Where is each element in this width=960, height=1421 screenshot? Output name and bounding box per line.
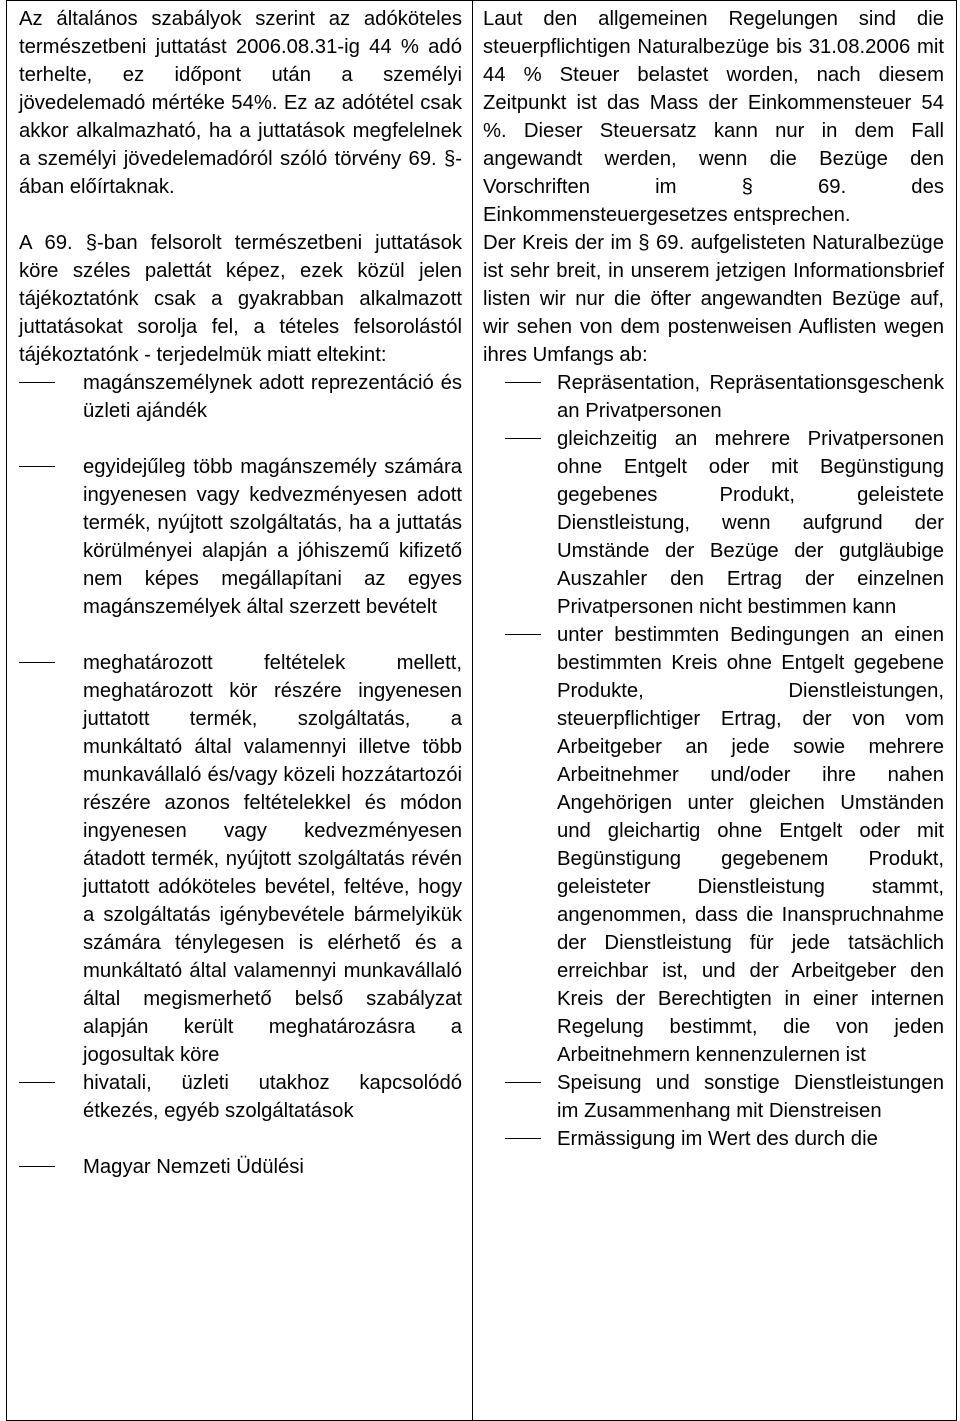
list-item-text: gleichzeitig an mehrere Privatpersonen ohne Entgelt oder mit Begünstigung gegebenes Produkt, geleistete Dienstleistung, wenn aufgrund der Umstände der Bezüge der gutgläubige Auszahler den Ertrag der einzelnen Privatpersonen nicht bestimmen kann xyxy=(557,428,944,618)
list-item xyxy=(19,649,462,1069)
intro-paragraph: Az általános szabályok szerint az adóköteles természetbeni juttatást 2006.08.31-ig 44 % adó terhelte, ez időpont után a személyi jövedelemadó mértéke 54%. Ez az adótétel csak akkor alkalmazható, ha a juttatások megfelelnek a személyi jövedelemadóról szóló törvény 69. §-ában előírtaknak. xyxy=(19,8,462,198)
list-item-text: Repräsentation, Repräsentationsgeschenk an Privatpersonen xyxy=(557,372,944,422)
dash-bullet-icon xyxy=(505,634,541,635)
dash-bullet-icon xyxy=(505,438,541,439)
list-item xyxy=(19,453,462,621)
scope-paragraph: Der Kreis der im § 69. aufgelisteten Naturalbezüge ist sehr breit, in unserem jetzigen Informationsbrief listen wir nur die öfter angewandten Bezüge auf, wir sehen von dem postenweisen Auflisten wegen ihres Umfangs ab: xyxy=(483,232,944,366)
list-item xyxy=(19,369,462,425)
list-item-text: Magyar Nemzeti Üdülési xyxy=(83,1156,304,1178)
scope-paragraph: A 69. §-ban felsorolt természetbeni juttatások köre széles palettát képez, ezek közül jelen tájékoztatónk csak a gyakrabban alkalmazott juttatásokat sorolja fel, a tételes felsorolástól tájékoztatónk - terjedelmük miatt eltekint: xyxy=(19,232,462,366)
list-item xyxy=(483,1069,944,1125)
list-item-text: meghatározott feltételek mellett, meghatározott kör részére ingyenesen juttatott termék, szolgáltatás, a munkáltató által valamennyi illetve több munkavállaló és/vagy közeli hozzátartozói részére azonos feltételekkel és módon ingyenesen vagy kedvezményesen átadott termék, nyújtott szolgáltatás révén juttatott adóköteles bevétel, feltéve, hogy a szolgáltatás igénybevétele bármelyikük számára ténylegesen is elérhető és a munkáltató által valamennyi munkavállaló által megismerhető belső szabályzat alapján került meghatározásra a jogosultak köre xyxy=(83,652,462,1066)
dash-bullet-icon xyxy=(505,1082,541,1083)
dash-bullet-icon xyxy=(19,1082,55,1083)
dash-bullet-icon xyxy=(19,1166,55,1167)
list-item xyxy=(19,1153,462,1181)
hungarian-column xyxy=(7,1,473,1421)
list-item xyxy=(483,369,944,425)
list-item-text: Speisung und sonstige Dienstleistungen im Zusammenhang mit Dienstreisen xyxy=(557,1072,944,1122)
list-item-text: hivatali, üzleti utakhoz kapcsolódó étkezés, egyéb szolgáltatások xyxy=(83,1072,462,1122)
list-item xyxy=(19,1069,462,1125)
list-item-text: magánszemélynek adott reprezentáció és üzleti ajándék xyxy=(83,372,462,422)
list-item xyxy=(483,425,944,621)
list-item xyxy=(483,621,944,1069)
intro-paragraph: Laut den allgemeinen Regelungen sind die steuerpflichtigen Naturalbezüge bis 31.08.2006 mit 44 % Steuer belastet worden, nach diesem Zeitpunkt ist das Mass der Einkommensteuer 54 %. Dieser Steuersatz kann nur in dem Fall angewandt werden, wenn die Bezüge den Vorschriften im § 69. des Einkommensteuergesetzes entsprechen. xyxy=(483,8,944,226)
list-item-text: Ermässigung im Wert des durch die xyxy=(557,1128,878,1150)
dash-bullet-icon xyxy=(19,662,55,663)
dash-bullet-icon xyxy=(505,382,541,383)
dash-bullet-icon xyxy=(19,382,55,383)
list-item xyxy=(483,1125,944,1153)
german-column xyxy=(473,1,957,1421)
bilingual-table xyxy=(6,0,957,1421)
list-item-text: egyidejűleg több magánszemély számára ingyenesen vagy kedvezményesen adott termék, nyújtott szolgáltatás, ha a juttatás körülményei alapján a jóhiszemű kifizető nem képes megállapítani az egyes magánszemélyek által szerzett bevételt xyxy=(83,456,462,618)
dash-bullet-icon xyxy=(19,466,55,467)
benefit-list xyxy=(483,369,944,1153)
dash-bullet-icon xyxy=(505,1138,541,1139)
table-row xyxy=(7,1,957,1421)
benefit-list xyxy=(19,369,462,1181)
list-item-text: unter bestimmten Bedingungen an einen bestimmten Kreis ohne Entgelt gegebene Produkte, Dienstleistungen, steuerpflichtiger Ertrag, der von vom Arbeitgeber an jede sowie mehrere Arbeitnehmer und/oder ihre nahen Angehörigen unter gleichen Umständen und gleichartig ohne Entgelt oder mit Begünstigung gegebenem Produkt, geleisteter Dienstleistung stammt, angenommen, dass die Inanspruchnahme der Dienstleistung für jede tatsächlich erreichbar ist, und der Arbeitgeber den Kreis der Berechtigten in einer internen Regelung bestimmt, die von jeden Arbeitnehmern kennenzulernen ist xyxy=(557,624,944,1066)
